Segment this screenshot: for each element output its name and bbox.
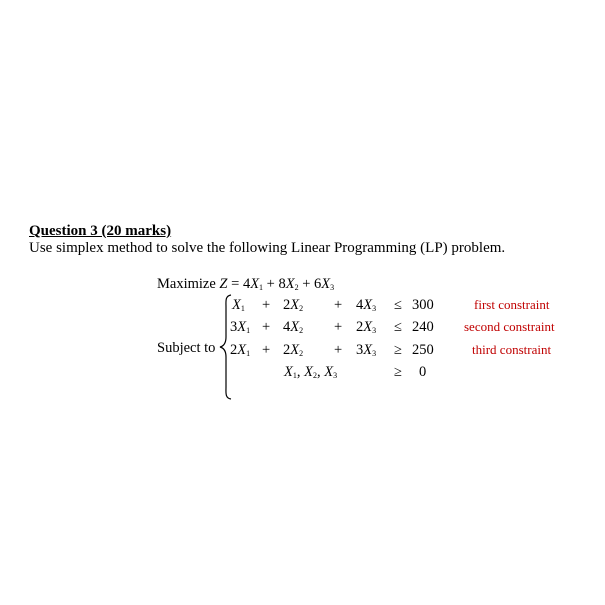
c2-term-2: $4X_2$ <box>283 319 304 335</box>
c3-relation: ≥ <box>394 342 402 358</box>
maximize-keyword: Maximize <box>157 276 216 292</box>
c1-term-2: $2X_2$ <box>283 297 304 313</box>
c2-relation: ≤ <box>394 319 402 335</box>
question-heading: Question 3 (20 marks) <box>29 223 172 239</box>
nonneg-rhs: 0 <box>419 364 427 380</box>
c2-op-1: + <box>262 319 271 335</box>
c3-term-3: $3X_3$ <box>356 342 377 358</box>
c1-term-1: $X_1$ <box>232 297 245 313</box>
c1-term-3: $4X_3$ <box>356 297 377 313</box>
c2-term-1: $3X_1$ <box>230 319 251 335</box>
nonneg-relation: ≥ <box>394 364 402 380</box>
c3-label: third constraint <box>472 342 552 357</box>
c1-op-1: + <box>262 297 271 313</box>
c3-rhs: 250 <box>412 342 434 358</box>
c2-op-2: + <box>334 319 343 335</box>
c3-term-2: $2X_2$ <box>283 342 304 358</box>
objective-function <box>157 276 334 293</box>
nonneg-variables: $X_1$, $X_2$, $X_3$ <box>284 364 338 380</box>
c3-term-1: $2X_1$ <box>230 342 251 358</box>
c1-rhs: 300 <box>412 297 434 313</box>
c1-relation: ≤ <box>394 297 402 313</box>
c1-op-2: + <box>334 297 343 313</box>
c2-rhs: 240 <box>412 319 434 335</box>
c2-label: second constraint <box>464 319 555 334</box>
c1-label: first constraint <box>474 297 550 312</box>
c3-op-2: + <box>334 342 343 358</box>
objective-expression: $Z = 4X_1 + 8X_2 + 6X_3$ <box>219 276 335 292</box>
subject-to-label: Subject to <box>157 340 216 356</box>
c2-term-3: $2X_3$ <box>356 319 377 335</box>
c3-op-1: + <box>262 342 271 358</box>
question-instruction: Use simplex method to solve the following Linear Programming (LP) problem. <box>29 240 506 256</box>
